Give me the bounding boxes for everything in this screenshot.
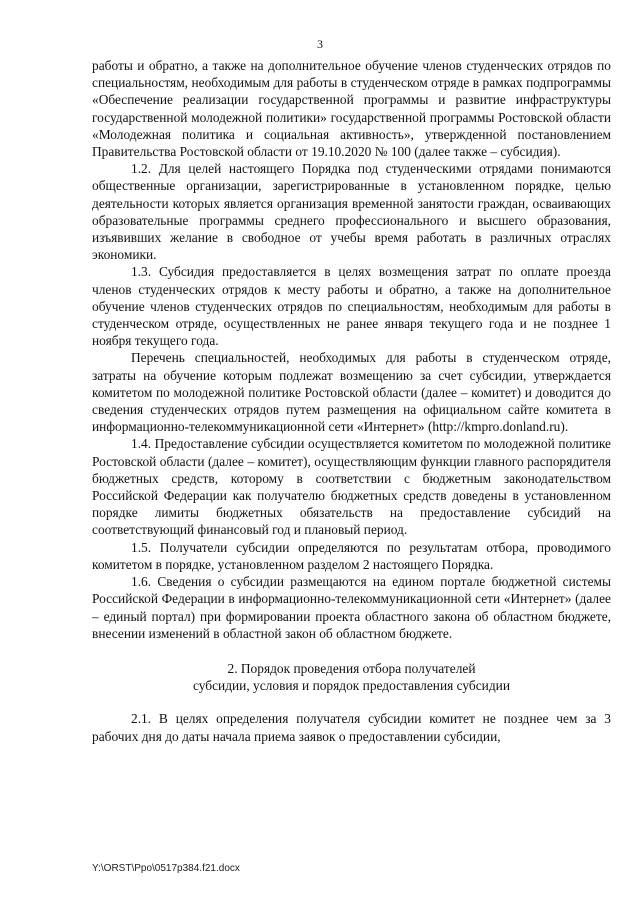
footer-file-path: Y:\ORST\Ppo\0517p384.f21.docx [92, 863, 240, 874]
paragraph-continuation: работы и обратно, а также на дополнительное обучение членов студенческих отрядов по специальностям, необходимым для работы в студенческом отряде в рамках подпрограммы «Обеспечение реализации государственной программы и развитие инфраструктуры государственной молодежной политики» государственной программы Ростовской области «Молодежная политика и социальная активность», утвержденной постановлением Правительства Ростовской области от 19.10.2020 № 100 (далее также – субсидия). [92, 58, 611, 160]
paragraph-1-3: 1.3. Субсидия предоставляется в целях возмещения затрат по оплате проезда членов студенческих отрядов к месту работы и обратно, а также на дополнительное обучение членов студенческих отрядов по специальностям, необходимым для работы в студенческом отряде, осуществленных не ранее января текущего года и не позднее 1 ноября текущего года. [92, 264, 611, 349]
paragraph-1-4: 1.4. Предоставление субсидии осуществляется комитетом по молодежной политике Ростовской области (далее – комитет), осуществляющим функции главного распорядителя бюджетных средств, которому в соответствии с бюджетным законодательством Российской Федерации как получателю бюджетных средств доведены в установленном порядке лимиты бюджетных обязательств на предоставление субсидий на соответствующий финансовый год и плановый период. [92, 436, 611, 538]
document-body [92, 57, 611, 745]
paragraph-2-1: 2.1. В целях определения получателя субсидии комитет не позднее чем за 3 рабочих дня до даты начала приема заявок о предоставлении субсидии, [92, 711, 611, 744]
section-heading [92, 660, 611, 694]
paragraph-1-6: 1.6. Сведения о субсидии размещаются на едином портале бюджетной системы Российской Федерации в информационно-телекоммуникационной сети «Интернет» (далее – единый портал) при формировании проекта областного закона об областном бюджете, внесении изменений в областной закон об областном бюджете. [92, 574, 611, 641]
section-heading-line-2: субсидии, условия и порядок предоставления субсидии [193, 678, 510, 694]
paragraph-1-5: 1.5. Получатели субсидии определяются по результатам отбора, проводимого комитетом в порядке, установленном разделом 2 настоящего Порядка. [92, 539, 611, 572]
page-number: 3 [317, 37, 323, 51]
paragraph-specialties-list: Перечень специальностей, необходимых для работы в студенческом отряде, затраты на обучение которым подлежат возмещению за счет субсидии, утверждается комитетом по молодежной политике Ростовской области (далее – комитет) и доводится до сведения студенческих отрядов путем размещения на официальном сайте комитета в информационно-телекоммуникационной сети «Интернет» (http://kmpro.donland.ru). [92, 350, 611, 435]
section-heading-line-1: 2. Порядок проведения отбора получателей [227, 660, 476, 676]
paragraph-1-2: 1.2. Для целей настоящего Порядка под студенческими отрядами понимаются общественные организации, зарегистрированные в установленном порядке, целью деятельности которых является организация временной занятости граждан, осваивающих образовательные программы среднего профессионального и высшего образования, изъявивших желание в свободное от учебы время работать в различных отраслях экономики. [92, 161, 611, 263]
